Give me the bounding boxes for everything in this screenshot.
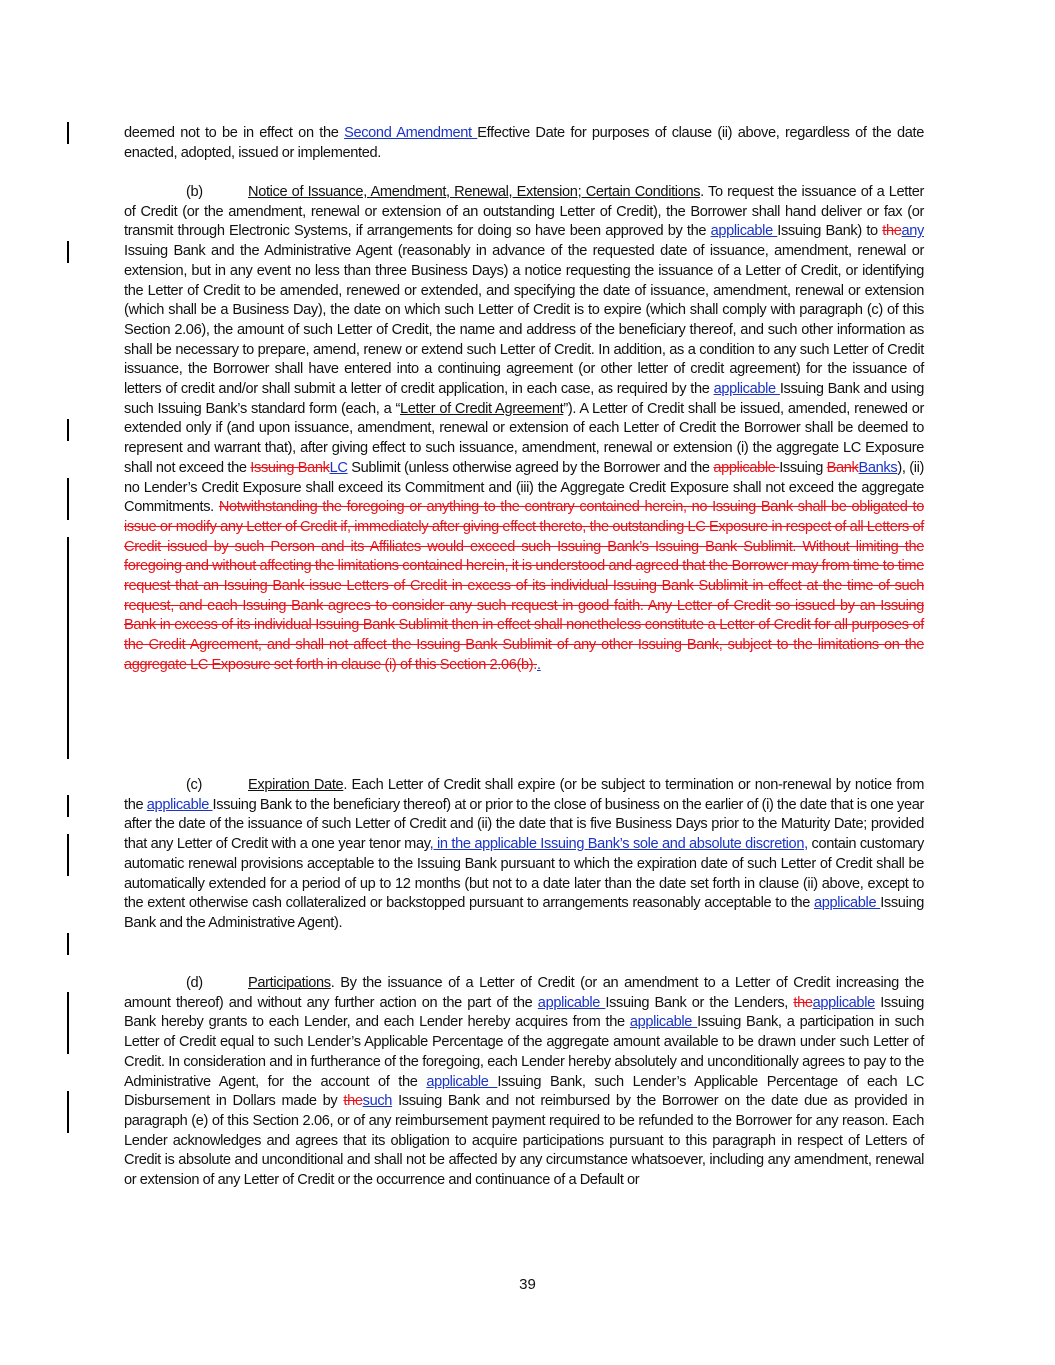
clause-heading: Expiration Date	[248, 777, 344, 793]
text-run: Issuing Bank and not reimbursed by the Borrower on the date due as provided in paragraph (e) of this Section 2.06, or of any reimbursement payment required to be refunded to the Borrower for any reason. Each Lender acknowledges and agrees that its obligation to acquire participations pursuant to this paragraph in respect of Letters of Credit is absolute and unconditional and shall not be affected by any circumstance whatsoever, including any amendment, renewal or extension of any Letter of Credit or the occurrence and continuance of a Default or	[124, 1093, 925, 1189]
text-run: Issuing Bank hereby grants to each Lender, and each Lender hereby acquires from the	[124, 994, 925, 1031]
text-run: Sublimit (unless otherwise agreed by the Borrower and the	[347, 459, 714, 476]
text-run: deemed not to be in effect on the	[124, 125, 345, 141]
change-bar	[67, 992, 69, 1054]
inserted-text: Second Amendment	[344, 125, 478, 141]
inserted-text: applicable	[812, 994, 875, 1011]
deleted-text: the	[343, 1093, 363, 1110]
deleted-text: .	[533, 656, 537, 673]
change-bar	[67, 537, 69, 759]
text-run: Issuing Bank and the Administrative Agent (reasonably in advance of the requested date of issuance, amendment, renewal or extension, but in any event no less than three Business Days) a notice requesting the issuance of a Letter of Credit, or identifying the Letter of Credit to be amended, renewed or extended, and specifying the date of issuance, amendment, renewal or extension (which shall be a Business Day), the date on which such Letter of Credit is to expire (which shall comply with paragraph (c) of this Section 2.06), the amount of such Letter of Credit, the name and address of the beneficiary thereof, and such other information as shall be necessary to prepare, amend, renew or extend such Letter of Credit. In addition, as a condition to any such Letter of Credit issuance, the Borrower shall have entered into a continuing agreement (or other letter of credit agreement) for the issuance of letters of credit and/or shall submit a letter of credit application, in each case, as required by the	[124, 243, 924, 398]
clause-heading: Participations	[248, 975, 331, 991]
paragraph-b	[124, 183, 924, 676]
text-run: Issuing Bank and the Administrative Agent).	[124, 895, 924, 931]
clause-label: (c)	[186, 777, 202, 793]
inserted-text: any	[901, 223, 924, 240]
inserted-text: Banks	[858, 459, 898, 476]
paragraph-intro	[124, 124, 924, 163]
deleted-text: applicable	[713, 459, 780, 476]
paragraph-body	[124, 974, 924, 1191]
inserted-text: applicable	[710, 223, 778, 240]
text-run: Issuing	[779, 459, 827, 476]
defined-term: Letter of Credit Agreement	[400, 400, 564, 417]
paragraph-body	[124, 183, 924, 676]
inserted-text: applicable	[146, 796, 213, 813]
deleted-text: Bank	[826, 459, 859, 476]
inserted-text: applicable	[629, 1014, 698, 1031]
change-bar	[67, 795, 69, 817]
text-run: Issuing Bank, a participation in such Letter of Credit equal to such Lender’s Applicable Percentage of the aggregate amount available to be drawn under such Letter of Credit. In consideration and in furtherance of the foregoing, each Lender hereby absolutely and unconditionally agrees to pay to the Administrative Agent, for the account of the	[124, 1014, 924, 1090]
paragraph-body	[124, 776, 924, 934]
text-run: . To request the issuance of a Letter of Credit (or the amendment, renewal or extension of an outstanding Letter of Credit), the Borrower shall hand deliver or fax (or transmit through Electronic Systems, if arrangements for doing so have been approved by the	[124, 184, 924, 240]
change-bar	[67, 478, 69, 520]
change-bar	[67, 419, 69, 441]
paragraph-d	[124, 974, 924, 1191]
text-run: Effective Date for purposes of clause (ii) above, regardless of the date enacted, adopted, issued or implemented.	[124, 125, 924, 161]
inserted-text: LC	[329, 459, 348, 476]
page-number: 39	[519, 1276, 536, 1293]
text-run: Issuing Bank or the Lenders,	[605, 994, 794, 1011]
clause-label: (b)	[186, 184, 203, 200]
deleted-text: the	[882, 223, 902, 240]
change-bar	[67, 1091, 69, 1133]
inserted-text: , in the applicable Issuing Bank’s sole and absolute discretion,	[429, 836, 808, 853]
text-run: Issuing Bank, such Lender’s Applicable Percentage of each LC Disbursement in Dollars made by	[124, 1073, 925, 1110]
text-run: . By the issuance of a Letter of Credit (or an amendment to a Letter of Credit increasing the amount thereof) and without any further action on the part of the	[124, 975, 924, 1011]
change-bar	[67, 122, 69, 144]
text-run: . Each Letter of Credit shall expire (or be subject to termination or non-renewal by notice from the	[124, 777, 924, 813]
text-run: Issuing Bank to the beneficiary thereof) at or prior to the close of business on the earlier of (i) the date that is one year after the date of the issuance of such Letter of Credit and (ii) the date that is five Business Days prior to the Maturity Date; provided that any Letter of Credit with a one year tenor may	[124, 796, 925, 853]
inserted-text: .	[537, 656, 541, 673]
paragraph-c	[124, 776, 924, 934]
inserted-text: applicable	[713, 381, 780, 398]
text-run: Issuing Bank and using such Issuing Bank’s standard form (each, a “	[124, 381, 925, 417]
text-run: Issuing Bank) to	[777, 223, 883, 240]
inserted-text: applicable	[426, 1073, 498, 1090]
change-bar	[67, 834, 69, 876]
inserted-text: such	[362, 1093, 393, 1110]
deleted-text: Section 2.06(b)	[439, 656, 534, 673]
text-run: ”). A Letter of Credit shall be issued, amended, renewed or extended only if (and upon issuance, amendment, renewal or extension of each Letter of Credit the Borrower shall be deemed to represent and warrant that), after giving effect to such issuance, amendment, renewal or extension (i) the aggregate LC Exposure shall not exceed the	[124, 400, 924, 476]
text-run: contain customary automatic renewal provisions acceptable to the Issuing Bank pursuant to which the expiration date of such Letter of Credit shall be automatically extended for a period of up to 12 months (but not to a date later than the date set forth in clause (ii) above, except to the extent otherwise cash collateralized or backstopped pursuant to arrangements reasonably acceptable to the	[124, 836, 924, 912]
paragraph-body	[124, 124, 924, 163]
deleted-text: the	[793, 994, 813, 1011]
deleted-text: Notwithstanding the foregoing or anything to the contrary contained herein, no Issuing Bank shall be obligated to issue or modify any Letter of Credit if, immediately after giving effect thereto, the outstanding LC Exposure in respect of all Letters of Credit issued by such Person and its Affiliates would exceed such Issuing Bank’s Issuing Bank Sublimit. Without limiting the foregoing and without affecting the limitations contained herein, it is understood and agreed that the Borrower may from time to time request that an Issuing Bank issue Letters of Credit in excess of its individual Issuing Bank Sublimit in effect at the time of such request, and each Issuing Bank agrees to consider any such request in good faith. Any Letter of Credit so issued by an Issuing Bank in excess of its individual Issuing Bank Sublimit then in effect shall nonetheless constitute a Letter of Credit for all purposes of the Credit Agreement, and shall not affect the Issuing Bank Sublimit of any other Issuing Bank, subject to the limitations on the aggregate LC Exposure set forth in clause (i) of this	[124, 499, 924, 673]
clause-label: (d)	[186, 975, 203, 991]
inserted-text: applicable	[813, 895, 881, 912]
change-bar	[67, 933, 69, 955]
change-bar	[67, 241, 69, 263]
clause-heading: Notice of Issuance, Amendment, Renewal, Extension; Certain Conditions	[248, 184, 701, 200]
deleted-text: Issuing Bank	[250, 459, 330, 476]
text-run: ), (ii) no Lender’s Credit Exposure shall exceed its Commitment and (iii) the Aggregate Credit Exposure shall not exceed the aggregate Commitments.	[124, 459, 924, 516]
inserted-text: applicable	[537, 994, 606, 1011]
